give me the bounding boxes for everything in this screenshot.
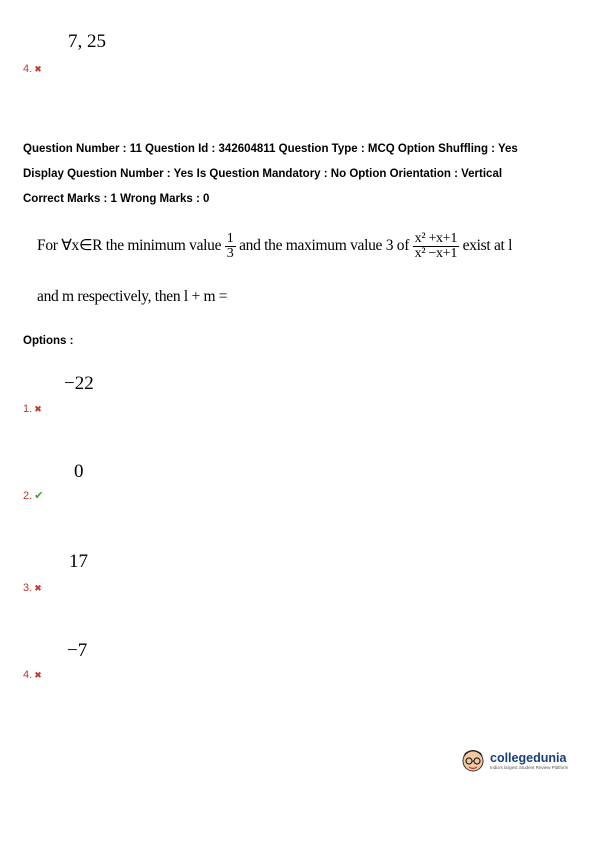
fraction-expression: $\frac{\text{x² +x+1}}{\text{x² −x+1}}$	[414, 231, 458, 261]
mascot-icon	[459, 745, 487, 775]
option-2-value: 0	[74, 461, 84, 482]
cross-icon: ✖	[34, 404, 42, 414]
logo-name: collegedunia	[490, 750, 567, 765]
option-1-value: −22	[64, 373, 94, 394]
previous-option-4	[23, 63, 42, 75]
cross-icon: ✖	[34, 670, 42, 680]
question-meta	[23, 137, 518, 212]
meta-line-1: Question Number : 11 Question Id : 342604811 Question Type : MCQ Option Shuffling : Yes	[23, 143, 518, 155]
options-label: Options :	[23, 335, 74, 347]
option-3[interactable]	[23, 582, 42, 594]
option-4[interactable]	[23, 669, 42, 681]
logo-tagline: India's largest Student Review Platform	[490, 764, 569, 770]
collegedunia-logo	[459, 745, 568, 775]
meta-line-2: Display Question Number : Yes Is Question Mandatory : No Option Orientation : Vertical	[23, 168, 503, 180]
cross-icon: ✖	[34, 64, 42, 74]
question-line-2: and m respectively, then l + m =	[37, 288, 228, 305]
question-line-1	[37, 232, 512, 261]
option-number: 2.	[23, 490, 33, 502]
option-4-value: −7	[67, 640, 88, 661]
fraction-one-third: $\frac{1}{3}$	[226, 231, 234, 261]
check-icon: ✔	[34, 490, 44, 502]
option-2[interactable]	[23, 489, 43, 502]
cross-icon: ✖	[34, 583, 42, 593]
option-3-value: 17	[69, 551, 88, 572]
option-number: 1.	[23, 403, 33, 415]
option-number: 4.	[23, 669, 33, 681]
option-number: 4.	[23, 63, 33, 75]
question-text-part1: For ∀x∈R the minimum value	[37, 237, 222, 255]
question-text-part2: and the maximum value 3 of	[239, 237, 410, 255]
option-number: 3.	[23, 582, 33, 594]
previous-option-value: 7, 25	[68, 31, 106, 52]
meta-line-3: Correct Marks : 1 Wrong Marks : 0	[23, 193, 210, 205]
question-text-part3: exist at l	[462, 237, 513, 255]
option-1[interactable]	[23, 403, 42, 415]
